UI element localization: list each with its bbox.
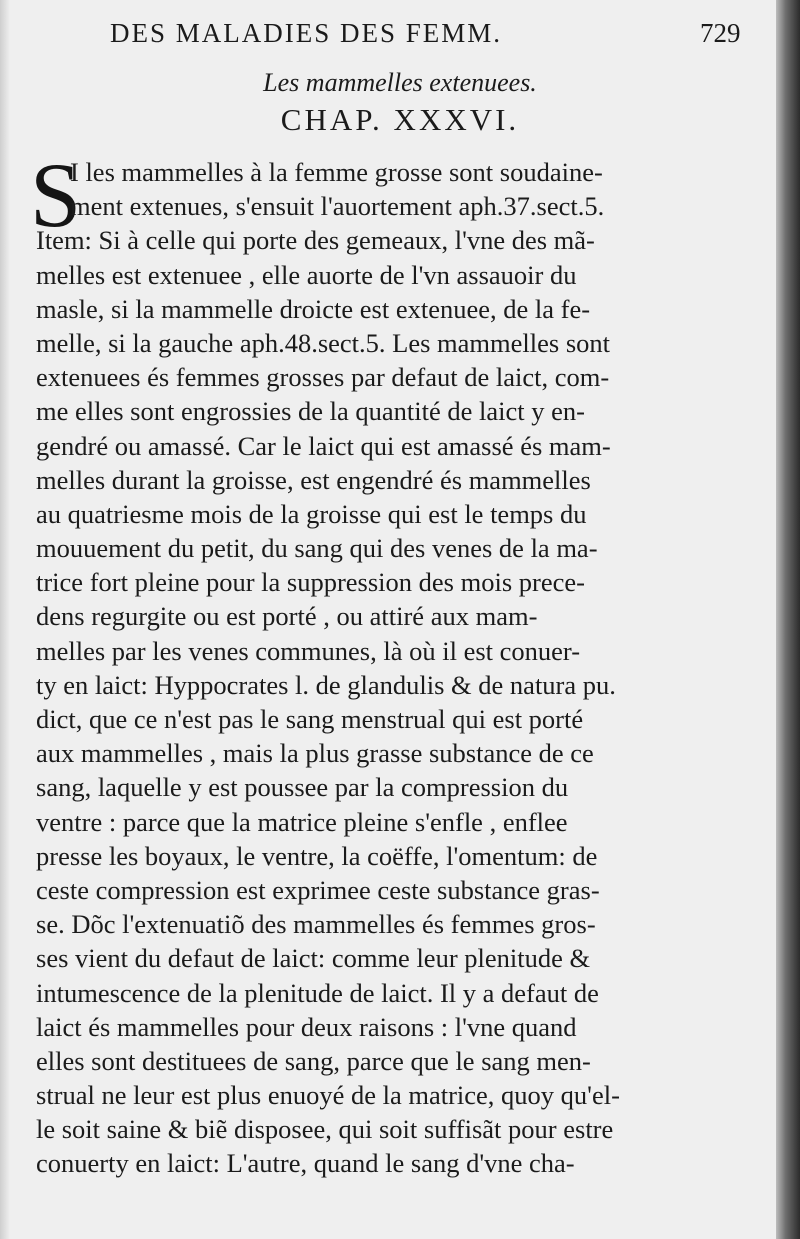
text-line: le soit saine & biẽ disposee, qui soit suffisãt pour estre — [36, 1114, 614, 1145]
text-line: melles est extenuee , elle auorte de l'vn assauoir du — [36, 259, 577, 290]
text-line: aux mammelles , mais la plus grasse substance de ce — [36, 738, 594, 769]
text-line: melles par les venes communes, là où il est conuer- — [36, 635, 581, 666]
running-head: DES MALADIES DES FEMM. — [110, 18, 503, 48]
text-line: extenuees és femmes grosses par defaut de laict, com- — [36, 362, 610, 393]
text-line: presse les boyaux, le ventre, la coëffe, l'omentum: de — [36, 840, 598, 871]
text-line: gendré ou amassé. Car le laict qui est amassé és mam- — [36, 430, 611, 461]
text-line: intumescence de la plenitude de laict. Il y a defaut de — [36, 977, 599, 1008]
chapter-subtitle: Les mammelles extenuees. — [263, 68, 537, 97]
text-line: ment extenues, s'ensuit l'auortement aph.37.sect.5. — [70, 191, 605, 222]
text-line: ses vient du defaut de laict: comme leur plenitude & — [36, 943, 591, 974]
text-line: sang, laquelle y est poussee par la compression du — [36, 772, 569, 803]
text-line: melle, si la gauche aph.48.sect.5. Les mammelles sont — [36, 327, 611, 358]
text-line: melles durant la groisse, est engendré és mammelles — [36, 464, 591, 495]
text-line: laict és mammelles pour deux raisons : l'vne quand — [36, 1011, 577, 1042]
text-line: ventre : parce que la matrice pleine s'enfle , enflee — [36, 806, 568, 837]
chapter-heading: CHAP. XXXVI. — [280, 102, 520, 137]
text-line: strual ne leur est plus enuoyé de la matrice, quoy qu'el- — [36, 1080, 620, 1111]
text-line: I les mammelles à la femme grosse sont soudaine- — [70, 157, 603, 187]
text-line: me elles sont engrossies de la quantité de laict y en- — [36, 396, 585, 427]
text-line: masle, si la mammelle droicte est extenuee, de la fe- — [36, 293, 591, 324]
text-line: elles sont destituees de sang, parce que le sang men- — [36, 1045, 591, 1076]
text-line: mouuement du petit, du sang qui des venes de la ma- — [36, 533, 598, 564]
text-line: dict, que ce n'est pas le sang menstrual qui est porté — [36, 704, 584, 734]
page-edge-shadow — [776, 0, 800, 1239]
text-line: conuerty en laict: L'autre, quand le sang d'vne cha- — [36, 1148, 575, 1179]
text-line: dens regurgite ou est porté , ou attiré aux mam- — [36, 601, 538, 632]
body-text — [36, 155, 736, 1181]
drop-cap: S — [30, 144, 82, 246]
page-gutter-shadow — [0, 0, 10, 1239]
text-line: ceste compression est exprimee ceste substance gras- — [36, 874, 600, 905]
text-line: au quatriesme mois de la groisse qui est le temps du — [36, 498, 587, 529]
text-line: Item: Si à celle qui porte des gemeaux, l'vne des mã- — [36, 225, 595, 256]
text-line: ty en laict: Hyppocrates l. de glandulis & de natura pu. — [36, 669, 616, 700]
text-line: trice fort pleine pour la suppression des mois prece- — [36, 567, 585, 598]
text-line: se. Dõc l'extenuatiõ des mammelles és femmes gros- — [36, 909, 596, 940]
page-number: 729 — [700, 18, 741, 48]
